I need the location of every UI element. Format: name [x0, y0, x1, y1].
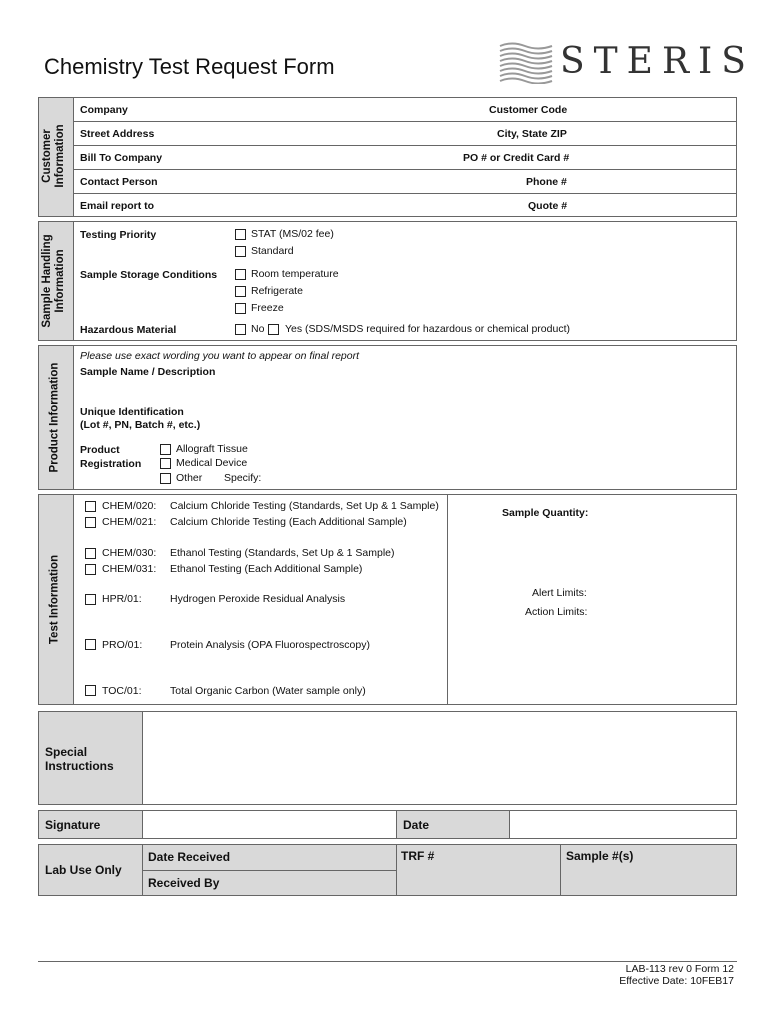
- test-code: PRO/01:: [102, 639, 143, 651]
- special-instructions-label: Special Instructions: [45, 745, 114, 773]
- testing-priority-label: Testing Priority: [80, 229, 157, 241]
- form-number: LAB-113 rev 0 Form 12: [625, 963, 734, 975]
- test-code: TOC/01:: [102, 685, 142, 697]
- signature-label: Signature: [45, 818, 101, 832]
- special-instructions-input[interactable]: [142, 711, 737, 805]
- city-state-zip-field[interactable]: City, State ZIP: [497, 128, 567, 140]
- quote-field[interactable]: Quote #: [528, 200, 568, 212]
- po-credit-card-field[interactable]: PO # or Credit Card #: [463, 152, 570, 164]
- test-side-label: Test Information: [48, 554, 61, 645]
- sample-quantity-field[interactable]: Sample Quantity:: [502, 507, 589, 519]
- wording-note: Please use exact wording you want to appear on final report: [80, 350, 360, 362]
- refrigerate-checkbox[interactable]: [235, 286, 246, 297]
- chem021-checkbox[interactable]: [85, 517, 96, 528]
- standard-checkbox[interactable]: [235, 246, 246, 257]
- handling-side-label: Sample Handling Information: [41, 234, 66, 328]
- test-code: CHEM/030:: [102, 547, 157, 559]
- unique-id-label-2: (Lot #, PN, Batch #, etc.): [80, 419, 201, 431]
- unique-id-label-1[interactable]: Unique Identification: [80, 406, 184, 418]
- refrigerate-label: Refrigerate: [251, 285, 303, 297]
- company-field[interactable]: Company: [80, 104, 128, 116]
- test-description: Ethanol Testing (Standards, Set Up & 1 Sample): [170, 547, 395, 559]
- other-checkbox[interactable]: [160, 473, 171, 484]
- brand-name: STERIS: [560, 41, 755, 82]
- medical-device-label: Medical Device: [176, 457, 248, 469]
- footer-divider: [38, 961, 737, 962]
- test-description: Hydrogen Peroxide Residual Analysis: [170, 593, 346, 605]
- test-code: CHEM/031:: [102, 563, 157, 575]
- street-address-field[interactable]: Street Address: [80, 128, 155, 140]
- customer-section: [73, 97, 737, 217]
- hazardous-no-checkbox[interactable]: [235, 324, 246, 335]
- test-description: Ethanol Testing (Each Additional Sample): [170, 563, 363, 575]
- received-by-label: Received By: [148, 876, 220, 890]
- bill-to-company-field[interactable]: Bill To Company: [80, 152, 163, 164]
- trf-label: TRF #: [401, 849, 435, 863]
- alert-limits-field[interactable]: Alert Limits:: [532, 587, 587, 599]
- test-description: Protein Analysis (OPA Fluorospectroscopy): [170, 639, 370, 651]
- steris-logo: [498, 40, 755, 84]
- allograft-checkbox[interactable]: [160, 444, 171, 455]
- room-temperature-label: Room temperature: [251, 268, 339, 280]
- action-limits-field[interactable]: Action Limits:: [525, 606, 588, 618]
- customer-side-label: Customer Information: [41, 124, 66, 188]
- medical-device-checkbox[interactable]: [160, 458, 171, 469]
- chem030-checkbox[interactable]: [85, 548, 96, 559]
- date-label: Date: [403, 818, 430, 832]
- customer-code-field[interactable]: Customer Code: [489, 104, 568, 116]
- sample-name-field[interactable]: Sample Name / Description: [80, 366, 216, 378]
- hpr01-checkbox[interactable]: [85, 594, 96, 605]
- test-description: Total Organic Carbon (Water sample only): [170, 685, 366, 697]
- test-description: Calcium Chloride Testing (Each Additional Sample): [170, 516, 407, 528]
- effective-date: Effective Date: 10FEB17: [619, 975, 734, 987]
- hazardous-material-label: Hazardous Material: [80, 324, 177, 336]
- stat-checkbox[interactable]: [235, 229, 246, 240]
- wave-logo-icon: [498, 40, 554, 84]
- chem031-checkbox[interactable]: [85, 564, 96, 575]
- chem020-checkbox[interactable]: [85, 501, 96, 512]
- room-temperature-checkbox[interactable]: [235, 269, 246, 280]
- hazardous-no-label: No: [251, 323, 265, 335]
- test-code: HPR/01:: [102, 593, 142, 605]
- freeze-checkbox[interactable]: [235, 303, 246, 314]
- allograft-label: Allograft Tissue: [176, 443, 248, 455]
- specify-field[interactable]: Specify:: [224, 472, 262, 484]
- test-code: CHEM/020:: [102, 500, 157, 512]
- other-label: Other: [176, 472, 203, 484]
- hazardous-yes-label: Yes (SDS/MSDS required for hazardous or chemical product): [285, 323, 570, 335]
- test-code: CHEM/021:: [102, 516, 157, 528]
- email-report-field[interactable]: Email report to: [80, 200, 155, 212]
- pro01-checkbox[interactable]: [85, 639, 96, 650]
- contact-person-field[interactable]: Contact Person: [80, 176, 158, 188]
- test-description: Calcium Chloride Testing (Standards, Set Up & 1 Sample): [170, 500, 439, 512]
- phone-field[interactable]: Phone #: [526, 176, 567, 188]
- stat-label: STAT (MS/02 fee): [251, 228, 334, 240]
- form-title: Chemistry Test Request Form: [44, 54, 335, 79]
- sample-numbers-label: Sample #(s): [566, 849, 634, 863]
- standard-label: Standard: [251, 245, 294, 257]
- toc01-checkbox[interactable]: [85, 685, 96, 696]
- lab-use-label: Lab Use Only: [45, 863, 122, 877]
- hazardous-yes-checkbox[interactable]: [268, 324, 279, 335]
- freeze-label: Freeze: [251, 302, 284, 314]
- test-quantity-section: [447, 494, 737, 705]
- date-received-label: Date Received: [148, 850, 231, 864]
- date-input[interactable]: [509, 810, 737, 839]
- product-side-label: Product Information: [48, 362, 61, 473]
- product-registration-label-1: Product: [80, 444, 120, 456]
- product-registration-label-2: Registration: [80, 458, 142, 470]
- signature-input[interactable]: [142, 810, 397, 839]
- storage-conditions-label: Sample Storage Conditions: [80, 269, 218, 281]
